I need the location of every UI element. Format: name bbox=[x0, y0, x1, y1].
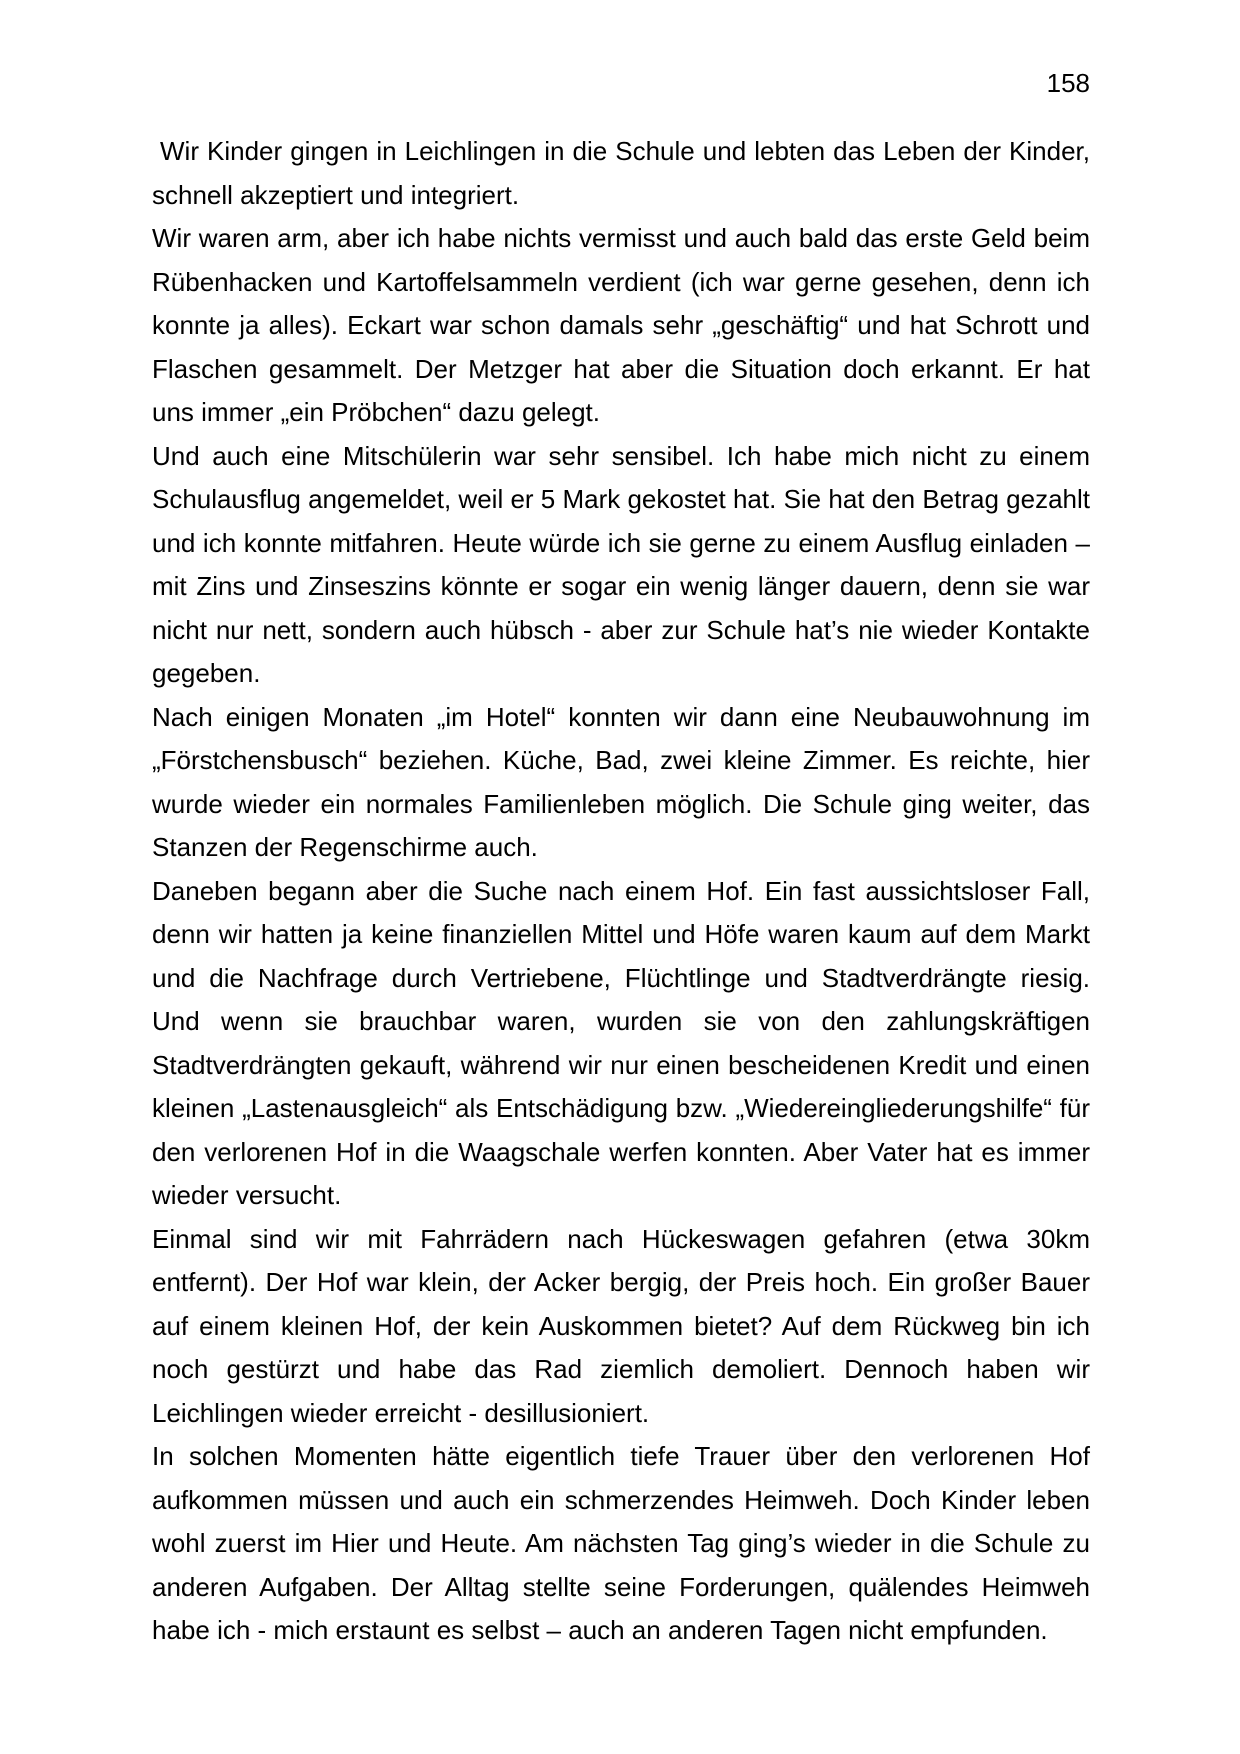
page-body bbox=[152, 130, 1090, 1653]
paragraph-suche-nach-hof: Daneben begann aber die Suche nach einem Hof. Ein fast aussichtsloser Fall, denn wir hatten ja keine finanziellen Mittel und Höfe waren kaum auf dem Markt und die Nachfrage durch Vertriebene, Flüchtlinge und Stadtverdrängte riesig. Und wenn sie brauchbar waren, wurden sie von den zahlungskräftigen Stadtverdrängten gekauft, während wir nur einen bescheidenen Kredit und einen kleinen „Lastenausgleich“ als Entschädigung bzw. „Wiedereingliederungshilfe“ für den verlorenen Hof in die Waagschale werfen konnten. Aber Vater hat es immer wieder versucht. bbox=[152, 875, 1090, 1210]
paragraph-hueckeswagen: Einmal sind wir mit Fahrrädern nach Hückeswagen gefahren (etwa 30km entfernt). Der Hof war klein, der Acker bergig, der Preis hoch. Ein großer Bauer auf einem kleinen Hof, der kein Auskommen bietet? Auf dem Rückweg bin ich noch gestürzt und habe das Rad ziemlich demoliert. Dennoch haben wir Leichlingen wieder erreicht - desillusioniert. bbox=[152, 1223, 1090, 1428]
page-number: 158 bbox=[1046, 68, 1090, 98]
paragraph-arm-erstes-geld: Wir waren arm, aber ich habe nichts vermisst und auch bald das erste Geld beim Rübenhacken und Kartoffelsammeln verdient (ich war gerne gesehen, denn ich konnte ja alles). Eckart war schon damals sehr „geschäftig“ und hat Schrott und Flaschen gesammelt. Der Metzger hat aber die Situation doch erkannt. Er hat uns immer „ein Pröbchen“ dazu gelegt. bbox=[152, 223, 1090, 427]
paragraph-schule-leben: Wir Kinder gingen in Leichlingen in die Schule und lebten das Leben der Kinder, schnell akzeptiert und integriert. bbox=[152, 136, 1090, 210]
paragraph-mitschuelerin: Und auch eine Mitschülerin war sehr sensibel. Ich habe mich nicht zu einem Schulausflug angemeldet, weil er 5 Mark gekostet hat. Sie hat den Betrag gezahlt und ich konnte mitfahren. Heute würde ich sie gerne zu einem Ausflug einladen – mit Zins und Zinseszins könnte er sogar ein wenig länger dauern, denn sie war nicht nur nett, sondern auch hübsch - aber zur Schule hat’s nie wieder Kontakte gegeben. bbox=[152, 440, 1091, 688]
paragraph-heimweh: In solchen Momenten hätte eigentlich tiefe Trauer über den verlorenen Hof aufkommen müssen und auch ein schmerzendes Heimweh. Doch Kinder leben wohl zuerst im Hier und Heute. Am nächsten Tag ging’s wieder in die Schule zu anderen Aufgaben. Der Alltag stellte seine Forderungen, quälendes Heimweh habe ich - mich erstaunt es selbst – auch an anderen Tagen nicht empfunden. bbox=[152, 1441, 1090, 1645]
paragraph-neubauwohnung: Nach einigen Monaten „im Hotel“ konnten wir dann eine Neubauwohnung im „Förstchensbusch“ beziehen. Küche, Bad, zwei kleine Zimmer. Es reichte, hier wurde wieder ein normales Familienleben möglich. Die Schule ging weiter, das Stanzen der Regenschirme auch. bbox=[152, 701, 1090, 862]
